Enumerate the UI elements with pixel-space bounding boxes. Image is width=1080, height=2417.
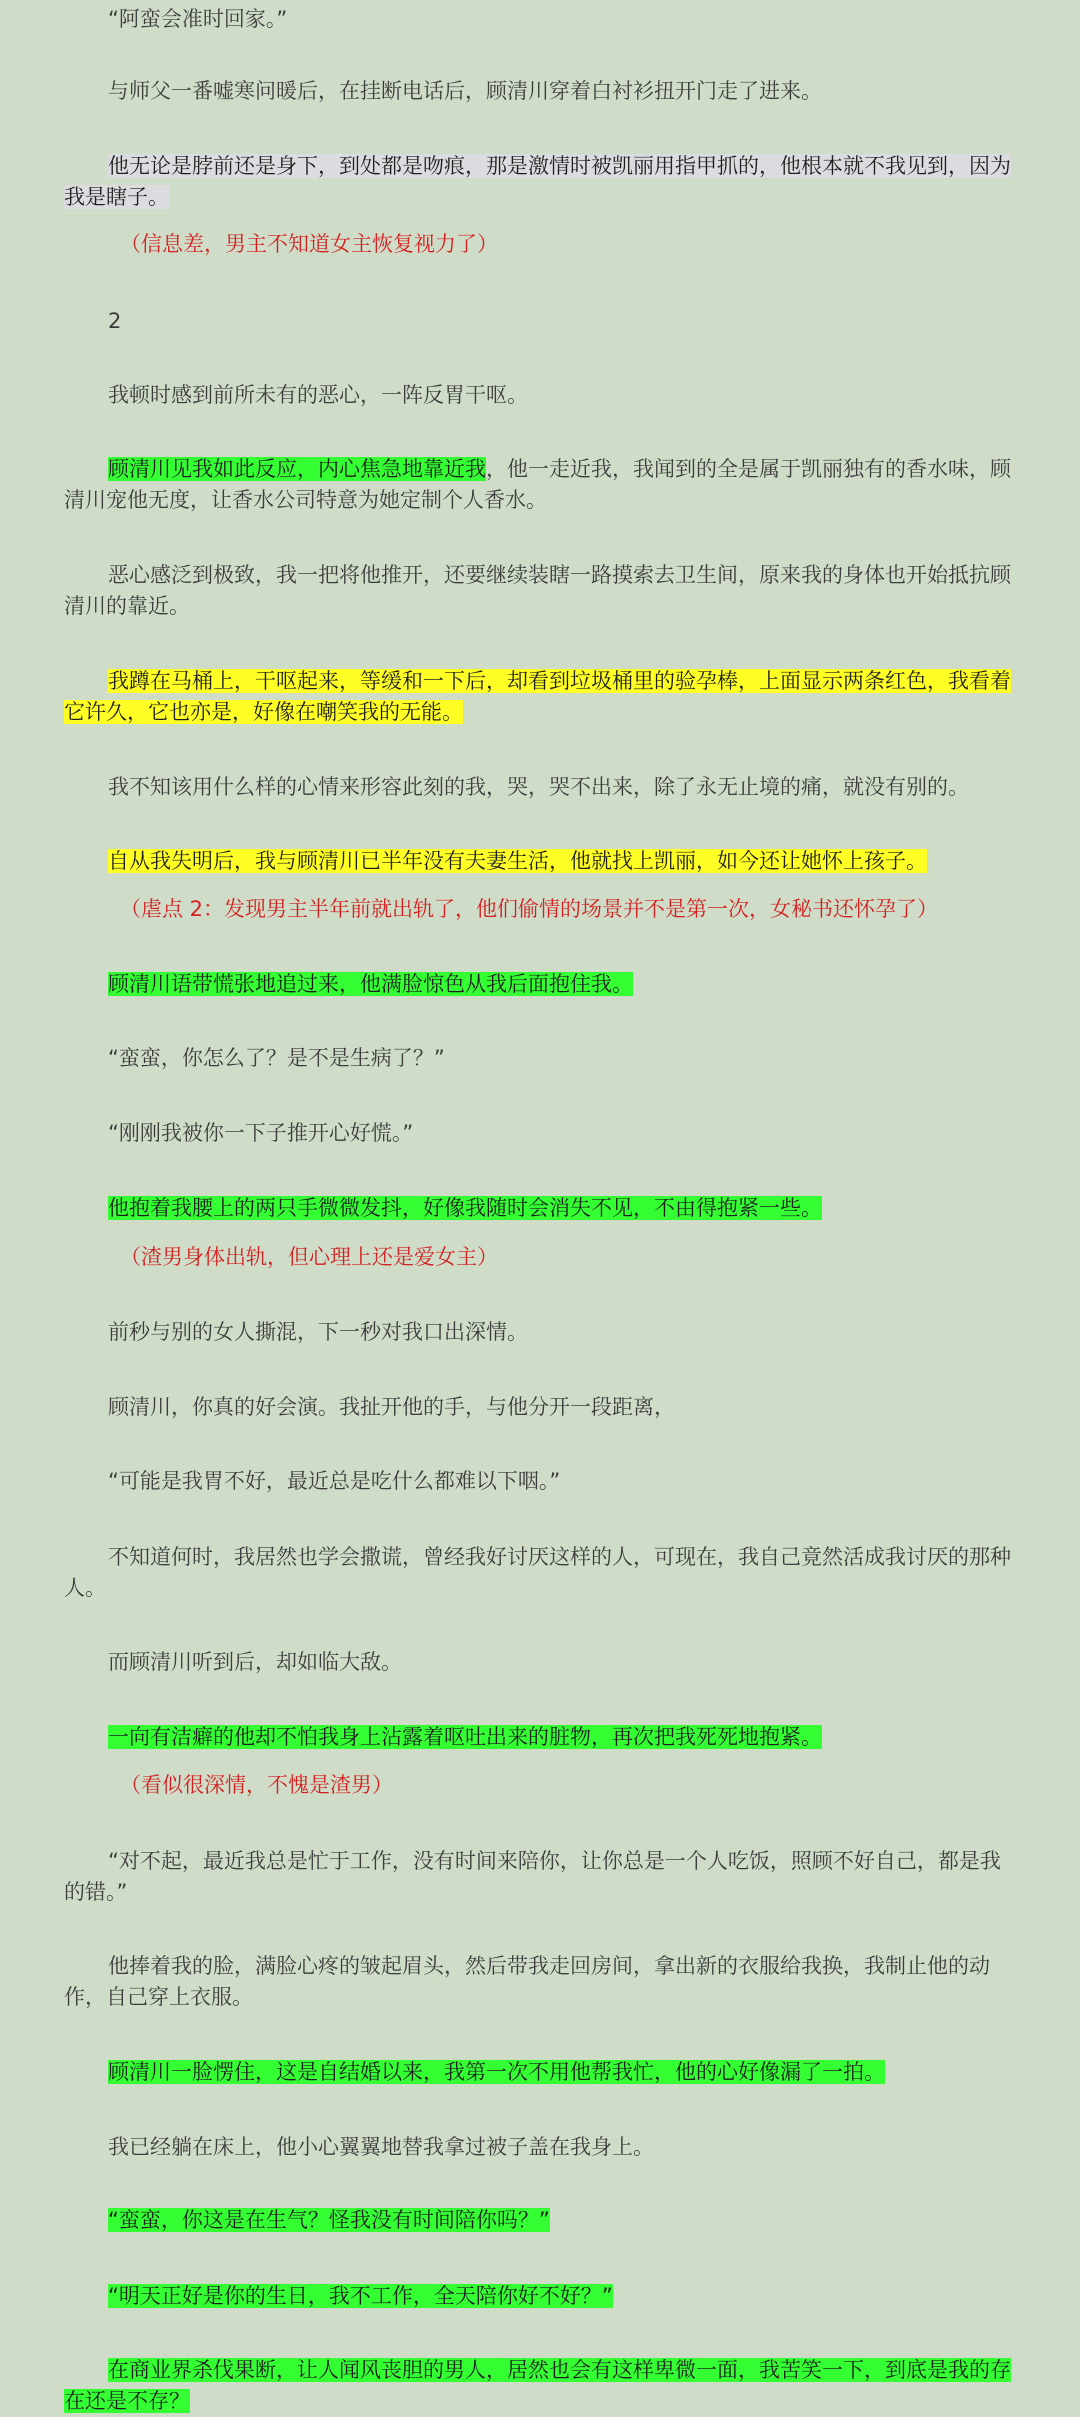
note-text: （信息差，男主不知道女主恢复视力了）: [120, 232, 498, 256]
author-note: [64, 1770, 1020, 1801]
paragraph-highlighted-gray: [64, 151, 1020, 213]
author-note: [64, 894, 1020, 925]
highlighted-text: 在商业界杀伐果断，让人闻风丧胆的男人，居然也会有这样卑微一面，我苦笑一下，到底是我的存在还是不存？: [64, 2358, 1011, 2413]
paragraph-highlighted-green: [64, 1722, 1020, 1753]
paragraph-text: “蛮蛮，你怎么了？是不是生病了？”: [108, 1046, 445, 1070]
highlighted-text: 他无论是脖前还是身下，到处都是吻痕，那是激情时被凯丽用指甲抓的，他根本就不我见到，因为我是瞎子。: [64, 154, 1011, 209]
paragraph-text: 他捧着我的脸，满脸心疼的皱起眉头，然后带我走回房间，拿出新的衣服给我换，我制止他的动作，自己穿上衣服。: [64, 1954, 990, 2009]
paragraph-text: 而顾清川听到后，却如临大敌。: [108, 1650, 402, 1674]
highlighted-text: 顾清川一脸愣住，这是自结婚以来，我第一次不用他帮我忙，他的心好像漏了一拍。: [108, 2060, 885, 2084]
paragraph-highlighted-green: [64, 1193, 1020, 1224]
author-note: [64, 229, 1020, 260]
paragraph: [64, 1043, 1020, 1074]
note-text: （看似很深情，不愧是渣男）: [120, 1773, 393, 1797]
paragraph-text: 前秒与别的女人撕混，下一秒对我口出深情。: [108, 1320, 528, 1344]
chapter-number-text: 2: [108, 309, 122, 333]
paragraph-text: ，他一走近我，我闻到的全是属于凯丽独有的香水味，顾清川宠他无度，让香水公司特意为她定制个人香水。: [64, 457, 1011, 512]
paragraph-highlighted-green: [64, 969, 1020, 1000]
paragraph-highlighted-green: [64, 2355, 1020, 2417]
paragraph-text: 不知道何时，我居然也学会撒谎，曾经我好讨厌这样的人，可现在，我自己竟然活成我讨厌的那种人。: [64, 1545, 1011, 1600]
paragraph: [64, 1317, 1020, 1348]
paragraph: [64, 2132, 1020, 2163]
highlighted-text: 顾清川语带慌张地追过来，他满脸惊色从我后面抱住我。: [108, 972, 633, 996]
paragraph: [64, 1118, 1020, 1149]
paragraph: [64, 76, 1020, 107]
paragraph-highlighted-yellow: [64, 666, 1020, 728]
highlighted-text: “蛮蛮，你这是在生气？怪我没有时间陪你吗？”: [108, 2208, 550, 2232]
highlighted-text: 一向有洁癖的他却不怕我身上沾露着呕吐出来的脏物，再次把我死死地抱紧。: [108, 1725, 822, 1749]
paragraph-text: 恶心感泛到极致，我一把将他推开，还要继续装瞎一路摸索去卫生间，原来我的身体也开始抵抗顾清川的靠近。: [64, 563, 1011, 618]
highlighted-text: 顾清川见我如此反应，内心焦急地靠近我: [108, 457, 486, 481]
paragraph-text: “刚刚我被你一下子推开心好慌。”: [108, 1121, 414, 1145]
paragraph: [64, 560, 1020, 622]
paragraph: [64, 1846, 1020, 1908]
paragraph: [64, 1392, 1020, 1423]
paragraph-text: “可能是我胃不好，最近总是吃什么都难以下咽。”: [108, 1469, 561, 1493]
note-text: （虐点 2：发现男主半年前就出轨了，他们偷情的场景并不是第一次，女秘书还怀孕了）: [120, 897, 939, 921]
highlighted-text: 我蹲在马桶上，干呕起来，等缓和一下后，却看到垃圾桶里的验孕棒，上面显示两条红色，我看着它许久，它也亦是，好像在嘲笑我的无能。: [64, 669, 1011, 724]
highlighted-text: “明天正好是你的生日，我不工作，全天陪你好不好？”: [108, 2284, 613, 2308]
paragraph-partial-highlight: [64, 454, 1020, 516]
paragraph-text: 我不知该用什么样的心情来形容此刻的我，哭，哭不出来，除了永无止境的痛，就没有别的。: [108, 775, 969, 799]
paragraph-text: “对不起，最近我总是忙于工作，没有时间来陪你，让你总是一个人吃饭，照顾不好自己，都是我的错。”: [64, 1849, 1001, 1904]
paragraph-highlighted-green: [64, 2205, 1020, 2236]
paragraph: [64, 1951, 1020, 2013]
note-text: （渣男身体出轨，但心理上还是爱女主）: [120, 1245, 498, 1269]
paragraph: [64, 772, 1020, 803]
paragraph-text: “阿蛮会准时回家。”: [108, 7, 288, 31]
paragraph-text: 与师父一番嘘寒问暖后，在挂断电话后，顾清川穿着白衬衫扭开门走了进来。: [108, 79, 822, 103]
paragraph-text: 我已经躺在床上，他小心翼翼地替我拿过被子盖在我身上。: [108, 2135, 654, 2159]
paragraph-text: 我顿时感到前所未有的恶心，一阵反胃干呕。: [108, 383, 528, 407]
paragraph: [64, 4, 1020, 35]
author-note: [64, 1242, 1020, 1273]
paragraph: [64, 380, 1020, 411]
paragraph-text: 顾清川，你真的好会演。我扯开他的手，与他分开一段距离，: [108, 1395, 675, 1419]
highlighted-text: 自从我失明后，我与顾清川已半年没有夫妻生活，他就找上凯丽，如今还让她怀上孩子。: [108, 849, 927, 873]
paragraph: [64, 1542, 1020, 1604]
chapter-number: [64, 306, 1020, 337]
paragraph-highlighted-green: [64, 2057, 1020, 2088]
paragraph: [64, 1466, 1020, 1497]
paragraph: [64, 1647, 1020, 1678]
paragraph-highlighted-yellow: [64, 846, 1020, 877]
paragraph-highlighted-green: [64, 2281, 1020, 2312]
highlighted-text: 他抱着我腰上的两只手微微发抖，好像我随时会消失不见，不由得抱紧一些。: [108, 1196, 822, 1220]
